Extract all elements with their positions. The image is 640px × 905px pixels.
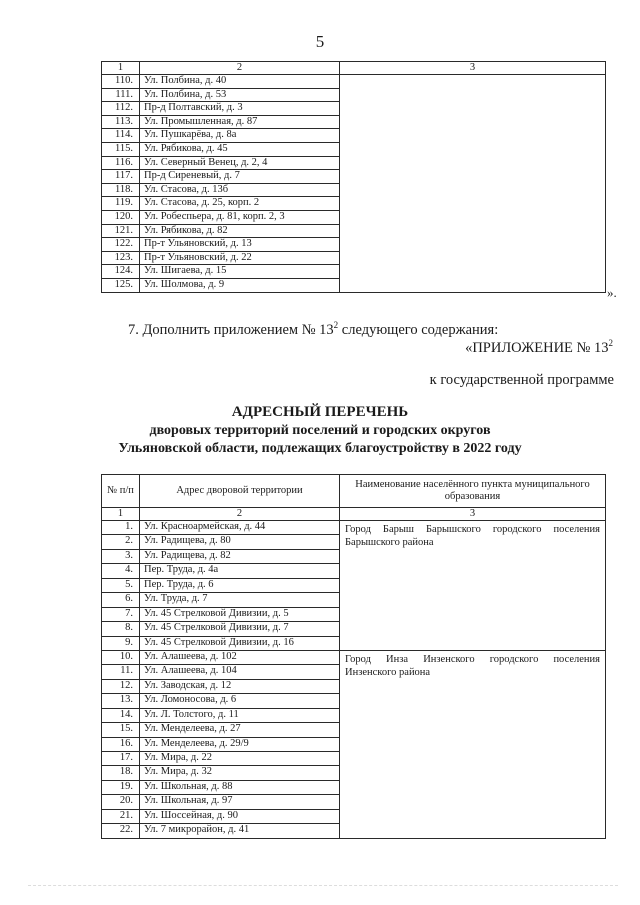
row-address: Ул. Мира, д. 32: [140, 766, 340, 780]
row-address: Ул. Полбина, д. 40: [140, 75, 340, 89]
row-address: Пер. Труда, д. 6: [140, 578, 340, 592]
row-number: 119.: [102, 197, 140, 211]
row-address: Ул. Промышленная, д. 87: [140, 115, 340, 129]
row-address: Ул. Заводская, д. 12: [140, 679, 340, 693]
row-address: Ул. Алашеева, д. 102: [140, 650, 340, 664]
row-address: Ул. Пушкарёва, д. 8а: [140, 129, 340, 143]
document-title: АДРЕСНЫЙ ПЕРЕЧЕНЬ: [231, 404, 409, 420]
row-address: Пер. Труда, д. 4а: [140, 564, 340, 578]
row-address: Ул. Менделеева, д. 27: [140, 723, 340, 737]
row-number: 4.: [102, 564, 140, 578]
row-address: Ул. Школьная, д. 97: [140, 795, 340, 809]
row-address: Ул. Полбина, д. 53: [140, 88, 340, 102]
row-number: 22.: [102, 824, 140, 838]
row-number: 10.: [102, 650, 140, 664]
row-address: Ул. Шолмова, д. 9: [140, 278, 340, 292]
row-number: 113.: [102, 115, 140, 129]
row-number: 6.: [102, 593, 140, 607]
continuation-table: [101, 61, 606, 293]
row-address: Ул. 45 Стрелковой Дивизии, д. 7: [140, 622, 340, 636]
row-number: 118.: [102, 183, 140, 197]
paragraph-7-text: 7. Дополнить приложением № 13: [128, 321, 334, 338]
program-line: к государственной программе: [429, 372, 614, 388]
row-address: Ул. Ломоносова, д. 6: [140, 694, 340, 708]
appendix-text: «ПРИЛОЖЕНИЕ № 13: [465, 339, 609, 356]
row-number: 121.: [102, 224, 140, 238]
row-address: Ул. Менделеева, д. 29/9: [140, 737, 340, 751]
row-address: Ул. 45 Стрелковой Дивизии, д. 16: [140, 636, 340, 650]
row-number: 18.: [102, 766, 140, 780]
row-number: 12.: [102, 679, 140, 693]
table-header-row: [102, 475, 606, 508]
row-number: 115.: [102, 142, 140, 156]
col-header: 1: [102, 62, 140, 75]
row-address: Ул. Л. Толстого, д. 11: [140, 708, 340, 722]
row-number: 7.: [102, 607, 140, 621]
row-number: 13.: [102, 694, 140, 708]
row-number: 120.: [102, 210, 140, 224]
row-number: 17.: [102, 752, 140, 766]
row-address: Пр-д Полтавский, д. 3: [140, 102, 340, 116]
row-address: Пр-д Сиреневый, д. 7: [140, 170, 340, 184]
row-address: Пр-т Ульяновский, д. 13: [140, 238, 340, 252]
row-address: Ул. Шоссейная, д. 90: [140, 809, 340, 823]
row-number: 2.: [102, 535, 140, 549]
row-number: 111.: [102, 88, 140, 102]
row-number: 16.: [102, 737, 140, 751]
row-number: 110.: [102, 75, 140, 89]
paragraph-7: [128, 320, 498, 339]
merged-empty-cell: [340, 75, 606, 293]
col-header-num: № п/п: [102, 475, 140, 508]
page-number: 5: [315, 32, 325, 51]
row-number: 14.: [102, 708, 140, 722]
col-number: 3: [340, 508, 606, 521]
row-number: 19.: [102, 780, 140, 794]
row-address: Ул. Рябикова, д. 82: [140, 224, 340, 238]
row-number: 123.: [102, 251, 140, 265]
locality-barysh: Город Барыш Барышского городского поселения Барышского района: [340, 521, 606, 651]
table-row: [102, 75, 606, 89]
table-row: [102, 521, 606, 535]
row-address: Ул. Мира, д. 22: [140, 752, 340, 766]
row-number: 122.: [102, 238, 140, 252]
row-number: 3.: [102, 549, 140, 563]
row-address: Ул. Робеспьера, д. 81, корп. 2, 3: [140, 210, 340, 224]
row-address: Ул. Рябикова, д. 45: [140, 142, 340, 156]
paragraph-7-tail: следующего содержания:: [338, 321, 499, 338]
row-address: Ул. 45 Стрелковой Дивизии, д. 5: [140, 607, 340, 621]
row-address: Ул. Радищева, д. 80: [140, 535, 340, 549]
document-subtitle: дворовых территорий поселений и городских округов: [149, 423, 491, 438]
row-number: 117.: [102, 170, 140, 184]
row-number: 1.: [102, 521, 140, 535]
col-header-name: Наименование населённого пункта муниципального образования: [340, 475, 606, 508]
row-address: Ул. Труда, д. 7: [140, 593, 340, 607]
scan-edge-marks: [28, 885, 618, 887]
table-header-row: [102, 62, 606, 75]
row-address: Ул. 7 микрорайон, д. 41: [140, 824, 340, 838]
row-address: Ул. Алашеева, д. 104: [140, 665, 340, 679]
col-header-address: Адрес дворовой территории: [140, 475, 340, 508]
address-table: [101, 474, 606, 839]
closing-quote: ».: [607, 285, 617, 300]
row-address: Пр-т Ульяновский, д. 22: [140, 251, 340, 265]
row-number: 125.: [102, 278, 140, 292]
row-address: Ул. Шигаева, д. 15: [140, 265, 340, 279]
row-number: 124.: [102, 265, 140, 279]
row-number: 9.: [102, 636, 140, 650]
row-number: 15.: [102, 723, 140, 737]
row-number: 11.: [102, 665, 140, 679]
row-address: Ул. Стасова, д. 13б: [140, 183, 340, 197]
row-number: 8.: [102, 622, 140, 636]
row-address: Ул. Стасова, д. 25, корп. 2: [140, 197, 340, 211]
row-number: 114.: [102, 129, 140, 143]
row-number: 21.: [102, 809, 140, 823]
row-address: Ул. Радищева, д. 82: [140, 549, 340, 563]
locality-inza: Город Инза Инзенского городского поселения Инзенского района: [340, 650, 606, 838]
col-header: 3: [340, 62, 606, 75]
col-number: 2: [140, 508, 340, 521]
col-header: 2: [140, 62, 340, 75]
row-address: Ул. Красноармейская, д. 44: [140, 521, 340, 535]
row-number: 5.: [102, 578, 140, 592]
row-number: 112.: [102, 102, 140, 116]
row-number: 20.: [102, 795, 140, 809]
table-row: [102, 650, 606, 664]
appendix-heading: [465, 338, 613, 357]
superscript: 2: [608, 338, 613, 348]
table-number-row: [102, 508, 606, 521]
col-number: 1: [102, 508, 140, 521]
document-subtitle: Ульяновской области, подлежащих благоустройству в 2022 году: [118, 441, 522, 456]
superscript: 2: [333, 320, 339, 330]
row-number: 116.: [102, 156, 140, 170]
row-address: Ул. Школьная, д. 88: [140, 780, 340, 794]
row-address: Ул. Северный Венец, д. 2, 4: [140, 156, 340, 170]
